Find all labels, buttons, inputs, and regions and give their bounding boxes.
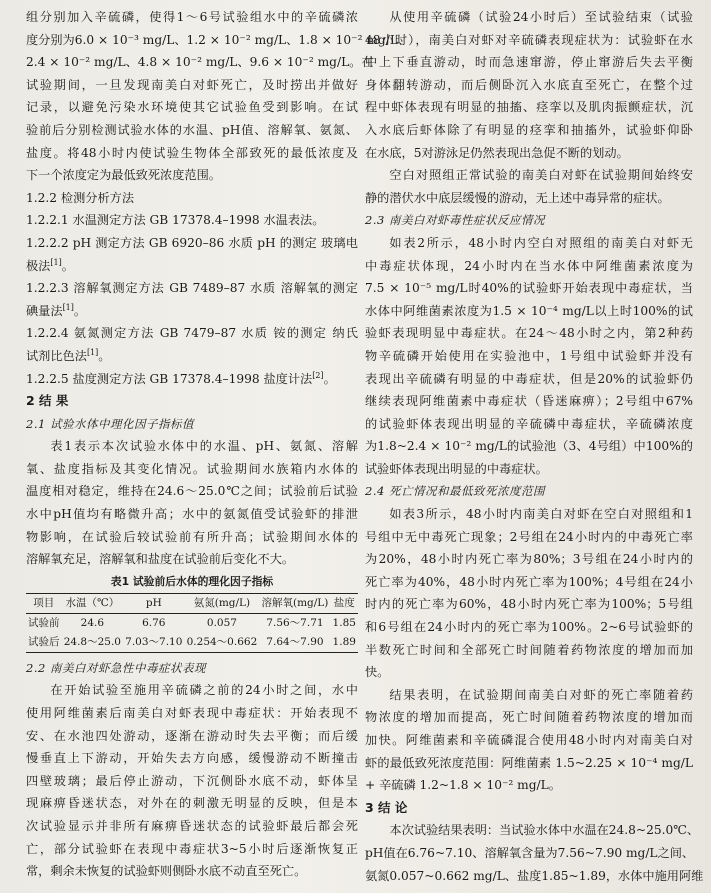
text-line: 虾的最低致死浓度范围：阿维菌素 1.5~2.25 × 10⁻⁴ mg/L <box>365 755 693 770</box>
method-line: 试剂比色法[1]。 <box>26 347 111 363</box>
text-line: 组分别加入辛硫磷，使得1～6号试验组水中的辛硫磷浓 <box>26 10 358 24</box>
method-line: 1.2.2.1 水温测定方法 GB 17378.4–1998 水温表法。 <box>26 213 325 228</box>
text-line: 四壁玻璃；最后停止游动，下沉侧卧水底不动，虾体呈 <box>26 773 358 788</box>
text-line: 加快。阿维菌素和辛硫磷混合使用48小时内对南美白对 <box>365 733 693 747</box>
heading-2-3: 2.3 南美白对虾毒性症状反应情况 <box>365 213 545 228</box>
table-cell: 7.56～7.71 <box>266 616 324 629</box>
table-cell: 试验前 <box>28 616 60 629</box>
method-line: 1.2.2.2 pH 测定方法 GB 6920–86 水质 pH 的测定 玻璃电 <box>26 235 358 250</box>
text-line: 2.4 × 10⁻² mg/L、4.8 × 10⁻² mg/L、9.6 × 10⁻² mg/L。在 <box>26 55 374 70</box>
left-paragraph-2-1 <box>26 435 358 571</box>
text-line: 在开始试验至施用辛硫磷之前的24小时之间，水中 <box>50 683 358 698</box>
table-header: 盐度 <box>333 596 355 609</box>
table-cell: 24.8～25.0 <box>63 635 121 648</box>
text-line: 时内的死亡率为60%，48小时内死亡率为100%；5号组 <box>365 597 693 612</box>
text-line: 本次试验结果表明：当试验水体中水温在24.8~25.0℃、 <box>389 823 700 838</box>
text-line: 物浓度的增加而提高，死亡时间随着药物浓度的增加而 <box>365 710 693 725</box>
table-caption: 表1 试验前后水体的理化因子指标 <box>110 574 274 588</box>
text-line: 验前后分别检测试验水体的水温、pH值、溶解氧、氨氮、 <box>26 122 358 137</box>
text-line: 盐度。将48小时内使试验生物体全部致死的最低浓度及 <box>26 145 358 160</box>
table-header: pH <box>145 596 162 609</box>
right-paragraph-2 <box>365 164 693 209</box>
table-cell: 1.85 <box>332 616 356 629</box>
text-line: 结果表明，在试验期间南美白对虾的死亡率随着药 <box>389 687 693 702</box>
text-line: 使用阿维菌素后南美白对虾表现中毒症状：开始表现不 <box>26 706 358 721</box>
text-line: 空白对照组正常试验的南美白对虾在试验期间始终安 <box>389 168 693 183</box>
right-paragraph-1 <box>365 6 693 164</box>
table-cell: 试验后 <box>28 635 60 648</box>
heading-results: 2 结 果 <box>26 393 69 409</box>
right-paragraph-3 <box>365 819 704 887</box>
text-line: 温度相对稳定，维持在24.6～25.0℃之间；试验前后试验 <box>26 484 358 499</box>
method-list <box>26 209 358 390</box>
text-line: pH值在6.76~7.10、溶解氧含量为7.56~7.90 mg/L之间、 <box>365 845 695 860</box>
text-line: 在水底，5对游泳足仍然表现出急促不断的划动。 <box>365 145 629 160</box>
text-line: 度分别为6.0 × 10⁻³ mg/L、1.2 × 10⁻² mg/L、1.8 × 10⁻² mg/L、 <box>26 32 411 47</box>
text-line: 表现出辛硫磷有明显的中毒症状，但是20%的试验虾仍 <box>365 371 693 386</box>
heading-conclusion: 3 结 论 <box>365 799 408 815</box>
table-cell: 7.64～7.90 <box>266 635 324 648</box>
table-row <box>26 613 358 633</box>
text-line: 如表3所示，48小时内南美白对虾在空白对照组和1 <box>389 507 693 522</box>
method-line: 1.2.2.4 氨氮测定方法 GB 7479–87 水质 铵的测定 纳氏 <box>26 326 358 341</box>
right-column <box>365 6 704 887</box>
text-line: + 辛硫磷 1.2~1.8 × 10⁻² mg/L。 <box>365 778 561 793</box>
right-paragraph-conclusion <box>365 684 693 797</box>
right-paragraph-2-4 <box>365 503 693 684</box>
heading-1-2-2: 1.2.2 检测分析方法 <box>26 190 135 205</box>
text-line: 表1表示本次试验水体中的水温、pH、氨氮、溶解 <box>50 439 358 454</box>
text-line: 继续表现阿维菌素中毒症状（昏迷麻痹）；2号组中67% <box>365 394 693 409</box>
text-line: 试验虾体表现出明显的中毒症状。 <box>365 461 548 476</box>
text-line: 水体中阿维菌素浓度为1.5 × 10⁻⁴ mg/L以上时100%的试 <box>365 303 693 318</box>
text-line: 死亡率为40%，48小时内死亡率为100%；4号组在24小 <box>365 574 693 589</box>
table-row <box>26 633 358 653</box>
table-header: 水温（℃） <box>65 596 120 609</box>
left-paragraph-1 <box>26 6 411 187</box>
table-cell: 24.6 <box>80 616 105 629</box>
heading-2-2: 2.2 南美白对虾急性中毒症状表现 <box>26 660 206 675</box>
right-paragraph-2-3 <box>365 232 693 481</box>
text-line: 为1.8~2.4 × 10⁻² mg/L的试验池（3、4号组）中100%的 <box>365 439 693 454</box>
text-line: 物影响，在试验后较试验前有所升高；试验期间水体的 <box>26 529 358 544</box>
text-line: 和6号组在24小时内的死亡率为100%。2~6号试验虾的 <box>365 620 693 635</box>
heading-2-1: 2.1 试验水体中理化因子指标值 <box>26 416 194 431</box>
text-line: 的试验虾体表现出明显的辛硫磷中毒症状，辛硫磷浓度 <box>365 416 693 431</box>
text-line: 静的潜伏水中底层缓慢的游动，无上述中毒异常的症状。 <box>365 190 670 205</box>
text-line: 为20%，48小时内死亡率为80%；3号组在24小时内的 <box>365 552 693 567</box>
text-line: 安、在水池四处游动，逐渐在游动时失去平衡；而后缓 <box>26 728 358 743</box>
text-line: 身体翻转游动，而后侧卧沉入水底直至死亡，在整个过 <box>365 77 693 92</box>
text-line: 次试验显示并非所有麻痹昏迷状态的试验虾最后都会死 <box>26 819 358 833</box>
table-header: 溶解氧(mg/L) <box>261 596 329 609</box>
text-line: 记录，以避免污染水环境使其它试验鱼受到影响。在试 <box>26 100 358 115</box>
text-line: 验虾表现明显中毒症状。在24～48小时之内，第2种药 <box>365 326 693 341</box>
text-line: 慢垂直上下游动，开始失去方向感，缓慢游动不断撞击 <box>26 751 358 766</box>
table-header-row <box>26 593 358 613</box>
text-line: 溶解氧充足，溶解氧和盐度在试验前后变化不大。 <box>26 552 295 567</box>
table-cell: 0.057 <box>206 616 237 629</box>
text-line: 半数死亡时间和全部死亡时间随着药物浓度的增加而加 <box>365 642 693 657</box>
table-cell: 0.254～0.662 <box>186 635 258 648</box>
text-line: 7.5 × 10⁻⁵ mg/L时40%的试验虾开始表现中毒症状，当 <box>365 281 693 296</box>
text-line: 常，剩余未恢复的试验虾则侧卧水底不动直至死亡。 <box>26 864 307 879</box>
text-line: 中毒症状体现，24小时内在当水体中阿维菌素浓度为 <box>365 258 693 273</box>
text-line: 试验期间，一旦发现南美白对虾死亡，及时捞出并做好 <box>26 77 358 92</box>
text-line: 48小时），南美白对虾对辛硫磷表现症状为：试验虾在水 <box>365 32 693 47</box>
text-line: 入水底后虾体除了有明显的痉挛和抽搐外，试验虾仰卧 <box>365 122 693 137</box>
text-line: 程中虾体表现有明显的抽搐、痉挛以及肌肉振颤症状，沉 <box>365 100 693 115</box>
text-line: 氧、盐度指标及其变化情况。试验期间水族箱内水体的 <box>26 461 358 476</box>
text-line: 快。 <box>365 665 390 680</box>
text-line: 氨氮0.057~0.662 mg/L、盐度1.85~1.89，水体中施用阿维 <box>365 868 704 883</box>
method-line: 1.2.2.3 溶解氧测定方法 GB 7489–87 水质 溶解氧的测定 <box>26 281 358 296</box>
text-line: 水中pH值均有略微升高；水中的氨氮值受试验虾的排泄 <box>26 507 358 522</box>
table-header: 项目 <box>33 596 55 609</box>
table-cell: 7.03～7.10 <box>125 635 183 648</box>
table-header: 氨氮(mg/L) <box>193 596 251 609</box>
left-paragraph-2-2 <box>26 679 358 882</box>
table-cell: 6.76 <box>142 616 166 629</box>
text-line: 从使用辛硫磷（试验24小时后）至试验结束（试验 <box>389 10 693 24</box>
text-line: 中上下垂直游动，时而急速窜游，停止窜游后失去平衡 <box>365 55 693 70</box>
table-cell: 1.89 <box>332 635 356 648</box>
text-line: 物辛硫磷开始使用在实验池中，1号组中试验虾并没有 <box>365 348 693 363</box>
method-line: 极法[1]。 <box>26 257 74 273</box>
text-line: 亡，部分试验虾在表现中毒症状3~5小时后逐渐恢复正 <box>26 841 358 856</box>
heading-2-4: 2.4 死亡情况和最低致死浓度范围 <box>365 484 545 499</box>
method-line: 1.2.2.5 盐度测定方法 GB 17378.4–1998 盐度计法[2]。 <box>26 370 336 386</box>
text-line: 号组中无中毒死亡现象；2号组在24小时内的中毒死亡率 <box>365 529 693 544</box>
text-line: 下一个浓度定为最低致死浓度范围。 <box>26 168 221 183</box>
method-line: 碘量法[1]。 <box>26 302 87 318</box>
text-line: 现麻痹昏迷状态，对外在的刺激无明显的反映，但是本 <box>26 796 358 811</box>
table-1 <box>26 593 358 653</box>
text-line: 如表2所示，48小时内空白对照组的南美白对虾无 <box>389 235 693 250</box>
